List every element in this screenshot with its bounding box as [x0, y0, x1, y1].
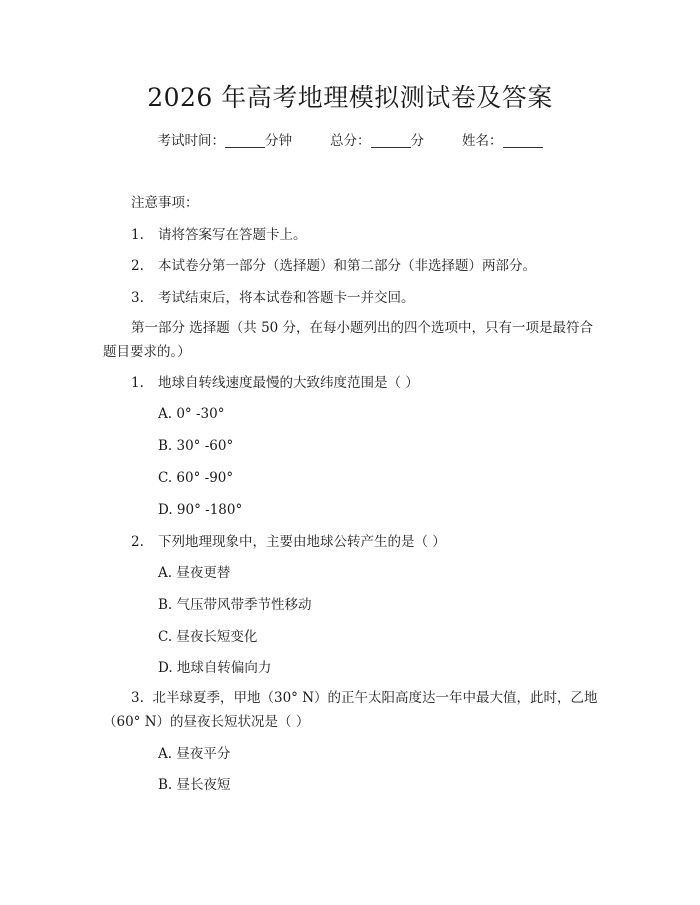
question-text: 下列地理现象中，主要由地球公转产生的是（ ） — [158, 534, 446, 550]
question — [131, 532, 446, 552]
answer-option: B. 昼长夜短 — [158, 777, 231, 793]
question-number: 3. — [131, 690, 144, 706]
notice-item-text: 本试卷分第一部分（选择题）和第二部分（非选择题）两部分。 — [158, 258, 536, 274]
answer-option: A. 昼夜更替 — [158, 565, 231, 581]
notice-item-number: 2. — [131, 258, 144, 274]
answer-option: C. 60° -90° — [158, 470, 234, 486]
student-name-label: 姓名： — [462, 133, 503, 149]
notice-heading: 注意事项： — [131, 195, 199, 211]
question-number: 2. — [131, 534, 144, 550]
question — [131, 373, 419, 393]
total-score-unit: 分 — [410, 133, 424, 149]
notice-item-text: 请将答案写在答题卡上。 — [158, 227, 307, 243]
exam-time-label: 考试时间： — [157, 133, 225, 149]
question-number: 1. — [131, 375, 144, 391]
notice-item-text: 考试结束后，将本试卷和答题卡一并交回。 — [158, 290, 415, 306]
total-score-blank — [371, 133, 411, 148]
notice-item-number: 1. — [131, 227, 144, 243]
notice-item — [131, 288, 415, 308]
student-name-field — [462, 131, 543, 151]
total-score-field — [330, 131, 424, 151]
answer-option: A. 0° -30° — [158, 406, 225, 422]
notice-item — [131, 225, 307, 245]
page-title: 2026 年高考地理模拟测试卷及答案 — [147, 83, 553, 112]
part1-instructions: 第一部分 选择题（共 50 分，在每小题列出的四个选项中，只有一项是最符合题目要求的。） — [103, 320, 594, 360]
question-text: 地球自转线速度最慢的大致纬度范围是（ ） — [158, 375, 419, 391]
answer-option: D. 90° -180° — [158, 502, 243, 518]
exam-meta — [0, 131, 700, 151]
answer-option: C. 昼夜长短变化 — [158, 629, 258, 645]
answer-option: B. 30° -60° — [158, 438, 234, 454]
answer-option: B. 气压带风带季节性移动 — [158, 597, 312, 613]
exam-time-unit: 分钟 — [265, 133, 292, 149]
notice-item — [131, 256, 536, 276]
answer-option: A. 昼夜平分 — [158, 746, 231, 762]
question — [103, 686, 598, 734]
total-score-label: 总分： — [330, 133, 371, 149]
answer-option: D. 地球自转偏向力 — [158, 660, 272, 676]
student-name-blank — [503, 133, 543, 148]
notice-item-number: 3. — [131, 290, 144, 306]
exam-time-field — [158, 131, 293, 151]
exam-time-blank — [225, 133, 265, 148]
question-text: 北半球夏季，甲地（30° N）的正午太阳高度达一年中最大值，此时，乙地（60° N）的昼夜长短状况是（ ） — [103, 690, 598, 730]
